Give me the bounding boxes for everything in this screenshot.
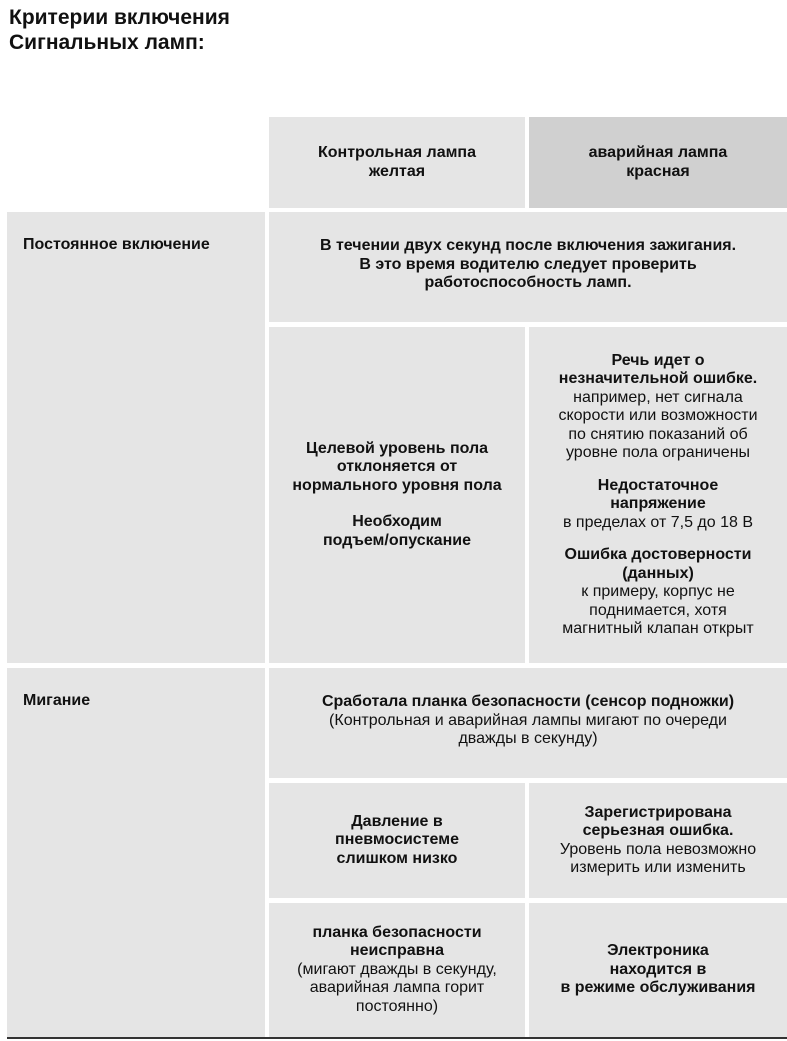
row-label-steady: Постоянное включение	[7, 212, 265, 663]
blink-row3-red-cell: Электроника находится в в режиме обслуживания	[529, 903, 787, 1037]
blink-row3-yellow-cell: планка безопасности неисправна (мигают дважды в секунду, аварийная лампа горит постоянно)	[269, 903, 525, 1037]
blink-row2-yellow-cell: Давление в пневмосистеме слишком низко	[269, 783, 525, 898]
header-yellow-lamp: Контрольная лампа желтая	[269, 117, 525, 208]
row-label-blink: Мигание	[7, 668, 265, 1037]
title-line-1: Критерии включения	[9, 6, 230, 29]
blink-row2-red-cell: Зарегистрирована серьезная ошибка. Уровень пола невозможно измерить или изменить	[529, 783, 787, 898]
blink-both-lamps-cell: Сработала планка безопасности (сенсор подножки) (Контрольная и аварийная лампы мигают по очереди дважды в секунду)	[269, 668, 787, 778]
steady-red-cell: Речь идет о незначительной ошибке. например, нет сигнала скорости или возможности по снятию показаний об уровне пола ограничены Недостаточное напряжение в пределах от 7,5 до 18 В Ошибка достоверности (данных) к примеру, корпус не поднимается, хотя магнитный клапан открыт	[529, 327, 787, 663]
title-line-2: Сигнальных ламп:	[9, 31, 205, 54]
steady-yellow-cell: Целевой уровень пола отклоняется от нормального уровня пола Необходим подъем/опускание	[269, 327, 525, 663]
steady-both-lamps-cell: В течении двух секунд после включения зажигания. В это время водителю следует проверить работоспособность ламп.	[269, 212, 787, 322]
page-title	[9, 5, 230, 55]
bottom-divider	[7, 1037, 787, 1039]
header-red-lamp: аварийная лампа красная	[529, 117, 787, 208]
